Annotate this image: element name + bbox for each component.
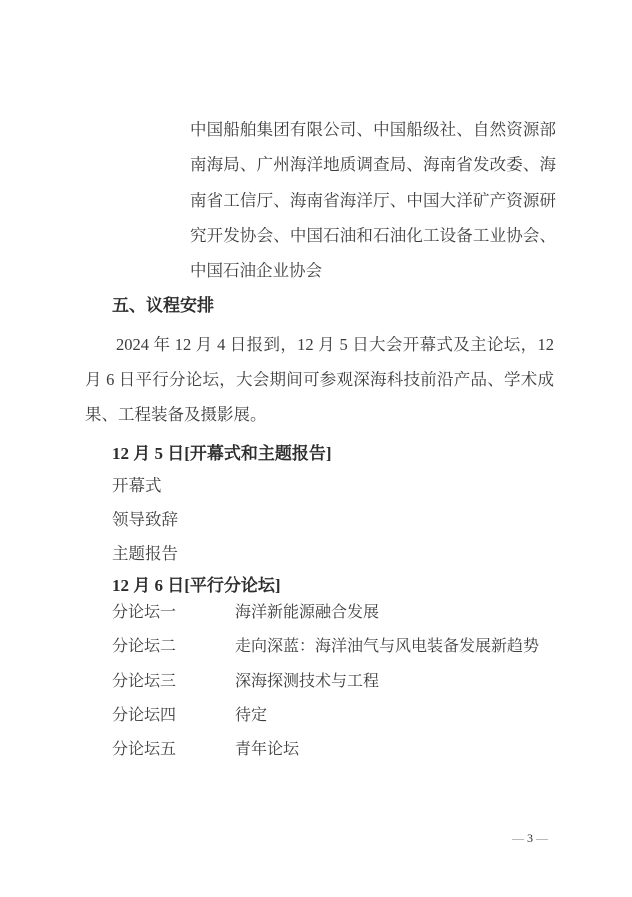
org-line: 南海局、广州海洋地质调查局、海南省发改委、海 [190,155,556,175]
section-heading-agenda: 五、议程安排 [112,296,214,315]
forum-list [112,596,572,767]
schedule-item-keynote-report: 主题报告 [112,544,178,563]
forum-topic: 深海探测技术与工程 [235,672,380,690]
org-line: 中国石油企业协会 [190,261,322,281]
forum-label: 分论坛一 [112,604,177,621]
org-line: 究开发协会、中国石油和石油化工设备工业协会、 [190,225,556,245]
org-line: 中国船舶集团有限公司、中国船级社、自然资源部 [190,120,556,139]
forum-topic: 待定 [235,706,268,724]
page-number-value: 3 [527,831,533,845]
forum-row [112,665,572,699]
forum-row [112,699,572,733]
org-line: 南省工信厅、海南省海洋厅、中国大洋矿产资源研 [190,190,556,210]
forum-label: 分论坛五 [112,741,177,759]
forum-row [112,596,572,630]
intro-line: 2024 年 12 月 4 日报到，12 月 5 日大会开幕式及主论坛，12 [116,335,554,354]
forum-label: 分论坛二 [112,638,177,656]
forum-topic: 青年论坛 [235,741,300,759]
schedule-item-leader-speech: 领导致辞 [112,510,178,529]
forum-label: 分论坛三 [112,672,177,690]
schedule-item-opening-ceremony: 开幕式 [112,476,162,495]
page-number-right-dash: — [536,831,548,845]
forum-row [112,733,572,767]
forum-topic: 海洋新能源融合发展 [235,604,380,621]
supporting-organizations-paragraph [190,112,556,288]
schedule-day2-heading: 12 月 6 日[平行分论坛] [112,576,281,595]
page-number-left-dash: — [512,831,524,845]
schedule-day1-heading: 12 月 5 日[开幕式和主题报告] [112,444,332,463]
agenda-intro-paragraph [85,327,554,433]
forum-label: 分论坛四 [112,706,177,724]
page-number [480,830,580,846]
forum-row [112,630,572,664]
forum-topic: 走向深蓝：海洋油气与风电装备发展新趋势 [235,638,540,656]
intro-line: 月 6 日平行分论坛，大会期间可参观深海科技前沿产品、学术成 [85,370,554,390]
intro-line: 果、工程装备及摄影展。 [85,405,267,425]
